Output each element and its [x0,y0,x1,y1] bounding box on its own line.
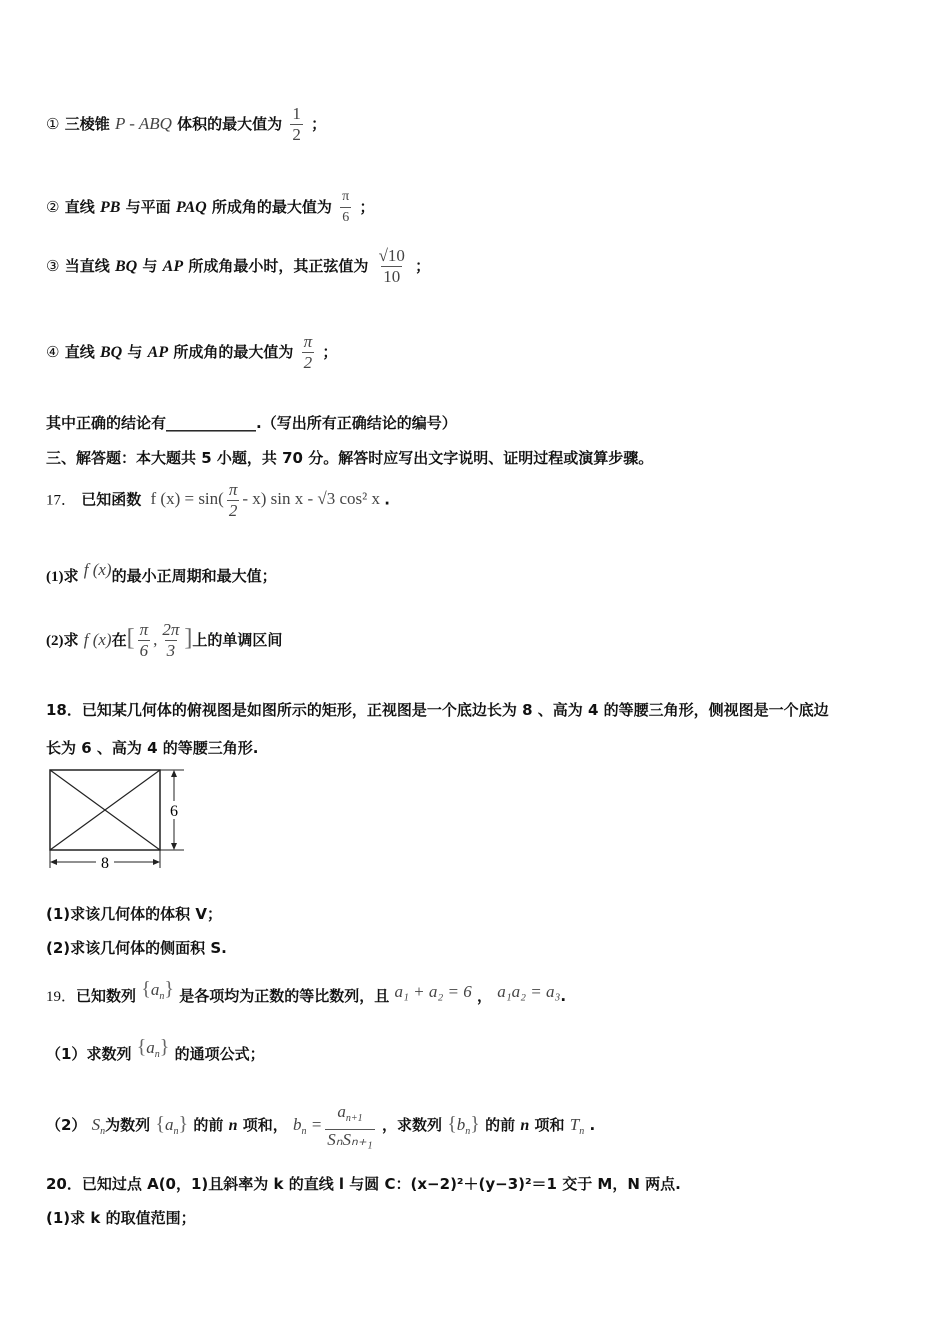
sum-symbol: $T_n$ [569,1114,585,1137]
q20-part1: (1)求 k 的取值范围； [46,1209,196,1227]
var: BQ [114,258,138,275]
text: 与 [142,257,158,275]
statement-2 [46,187,375,228]
text: 所成角的最大值为 [211,198,332,216]
text: 在 [111,631,127,649]
punct: ， [476,987,492,1005]
punct: . [560,987,567,1005]
text: 体积的最大值为 [177,115,283,133]
q17-part1 [46,560,277,586]
part-label: (1) [46,569,64,585]
var: AP [147,344,169,361]
fraction: $\frac{2\pi}{3}$ [162,620,180,660]
height-label: 6 [170,803,178,820]
sequence: $\{a_n\}$ [141,978,174,1002]
marker: ① [46,115,60,133]
text: 的前 [485,1115,516,1134]
arrow-head [171,770,177,777]
text: 项和 [534,1115,565,1134]
bracket: [ [126,625,135,651]
q18-part2: (2)求该几何体的侧面积 S. [46,939,227,957]
part-label: (2) [46,633,64,649]
question-18-line1: 18．已知某几何体的俯视图是如图所示的矩形，正视图是一个底边长为 8 、高为 4 的等腰三角形，侧视图是一个底边 [46,701,829,719]
punct: . [384,490,390,509]
section-heading: 三、解答题：本大题共 5 小题，共 70 分。解答时应写出文字说明、证明过程或演算步骤。 [46,449,654,467]
punct: . [589,1115,596,1134]
part-label: （1） [46,1045,87,1063]
math-expr: P - ABQ [114,114,172,133]
question-number: 17． [46,492,77,509]
text: 已知函数 [81,490,142,509]
arrow-head [50,859,57,865]
text: 是各项均为正数的等比数列，且 [179,987,390,1005]
marker: ③ [46,257,60,275]
text: 求 [63,631,79,649]
text: 已知数列 [76,987,137,1005]
sequence: $\{b_n\}$ [447,1112,480,1137]
q19-part2 [46,1102,595,1150]
sum-symbol: $S_n$ [91,1114,106,1137]
arrow-head [153,859,160,865]
fraction: $\frac{1}{2}$ [292,104,301,144]
text: 直线 [64,343,95,361]
b-definition: $b_n$ = $\frac{a_{n+1}}{\text{SₙSₙ₊₁}}$ [293,1102,373,1149]
text: 求 [63,567,79,585]
text: 所成角的最大值为 [173,343,294,361]
text: 三棱锥 [64,115,110,133]
text: 求数列 [86,1045,132,1063]
marker: ② [46,198,60,216]
text: 的前 [193,1115,224,1134]
bracket: ] [184,625,193,651]
punct: ； [322,343,338,361]
question-20: 20．已知过点 A(0，1)且斜率为 k 的直线 l 与圆 C：(x−2)²＋(y−3)²＝1 交于 M，N 两点. [46,1175,681,1193]
sequence: $\{a_n\}$ [155,1112,189,1137]
text: 项和， [242,1115,288,1134]
fraction: $\frac{√10}{10}$ [378,246,405,286]
var: BQ [99,344,123,361]
width-label: 8 [101,855,109,872]
text: 上的单调区间 [192,631,283,649]
punct: ； [415,257,431,275]
equation: a₁ + a₂ = 6 [394,982,472,1001]
text: 与平面 [125,198,171,216]
text: ，求数列 [381,1115,442,1134]
fraction: $\frac{\pi}{6}$ [340,187,351,228]
q18-part1: (1)求该几何体的体积 V； [46,905,222,923]
fraction: $\frac{\pi}{2}$ [303,332,313,372]
question-18-line2: 长为 6 、高为 4 的等腰三角形. [46,739,259,757]
var: PAQ [175,199,207,216]
var: PB [99,199,121,216]
text: 所成角最小时，其正弦值为 [188,257,369,275]
var: n [228,1116,238,1134]
math-expr: f (x) [83,560,112,579]
text: 为数列 [105,1115,151,1134]
statement-3 [46,246,430,287]
q19-part1 [46,1036,265,1064]
top-view-figure [44,764,190,874]
text: 与 [127,343,143,361]
math-expr: f (x) [83,630,112,649]
part-label: （2） [46,1115,87,1134]
q17-part2 [46,620,282,661]
marker: ④ [46,343,60,361]
question-number: 19． [46,989,77,1005]
fraction: $\frac{\pi}{6}$ [139,620,149,660]
question-19 [46,978,566,1006]
conclusion-line: 其中正确的结论有____________.（写出所有正确结论的编号） [46,414,457,432]
comma: , [153,630,158,649]
text: 的通项公式； [174,1045,265,1063]
sequence: $\{a_n\}$ [136,1036,170,1060]
punct: ； [359,198,375,216]
text: 直线 [64,198,95,216]
question-17 [46,480,390,521]
equation: a₁a₂ = a₃ [497,982,561,1001]
var: n [520,1116,530,1134]
function-def: f (x) = sin( $\frac{\pi}{2}$ - x) sin x - √3 cos² x [150,480,381,520]
punct: ； [311,115,327,133]
text: 当直线 [64,257,110,275]
statement-4 [46,332,337,373]
var: AP [162,258,184,275]
arrow-head [171,843,177,850]
text: 的最小正周期和最大值； [111,567,277,585]
statement-1 [46,104,326,145]
